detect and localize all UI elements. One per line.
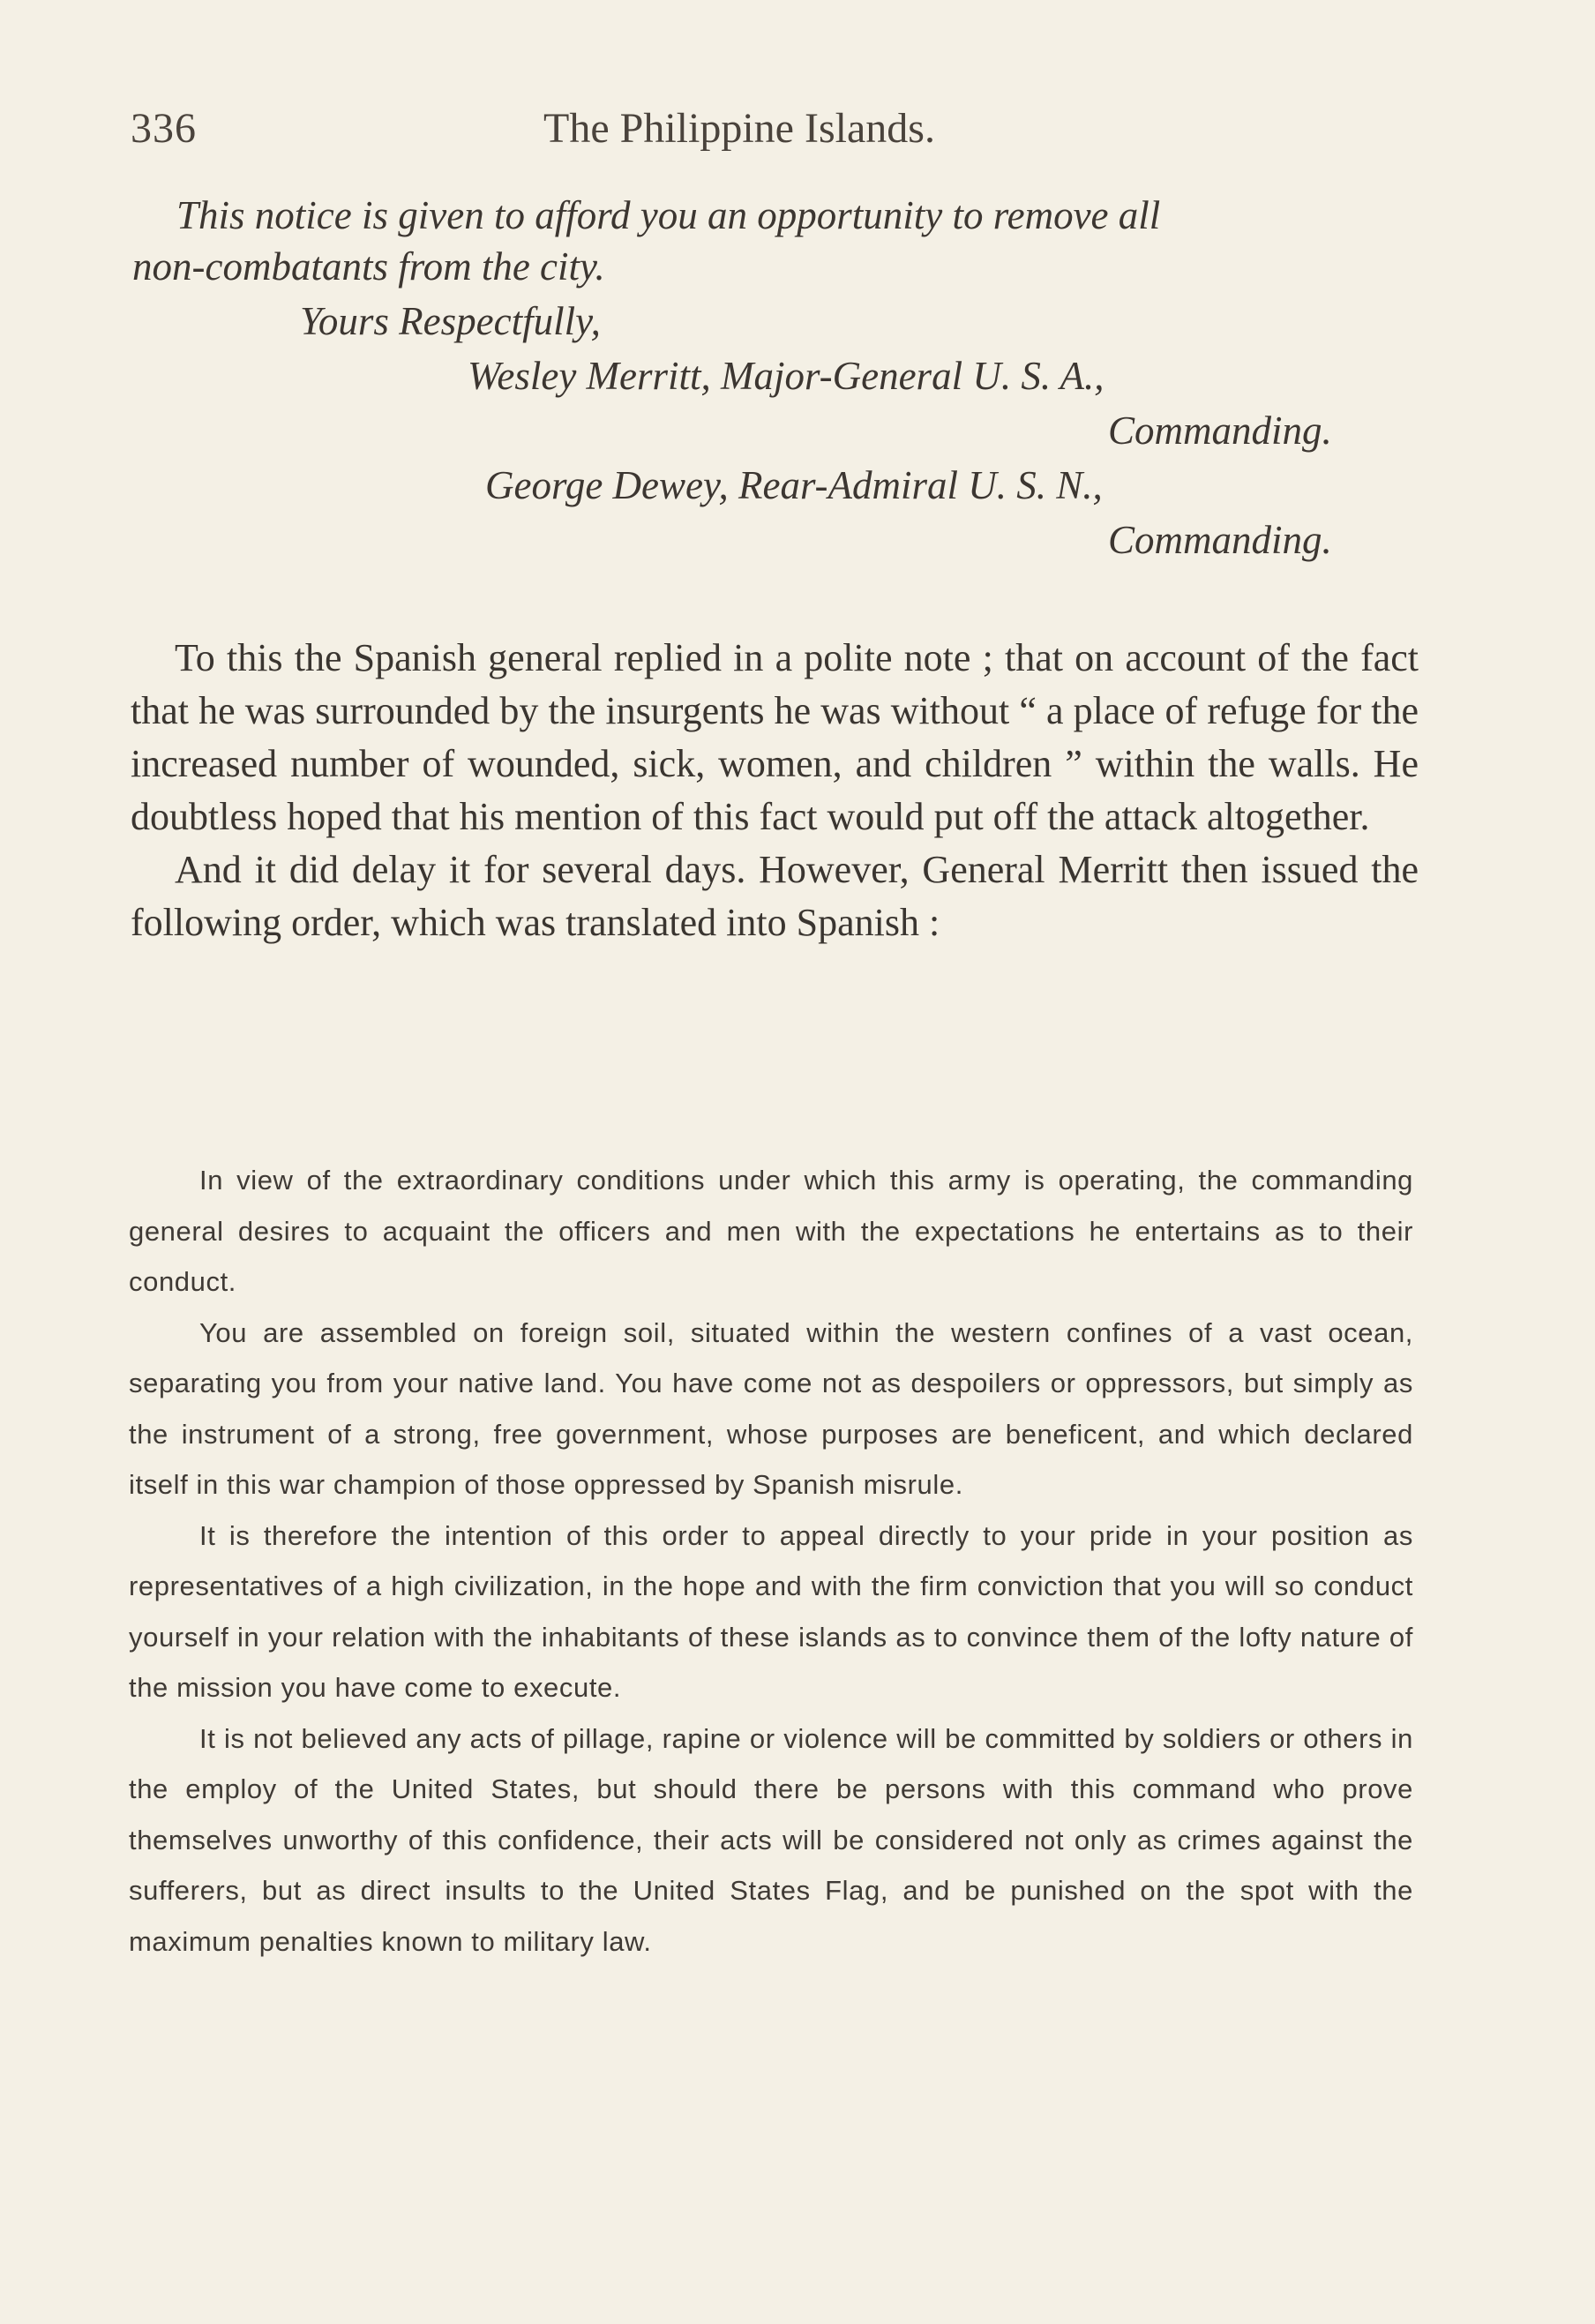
- signer-merritt-role: Commanding.: [1108, 409, 1332, 453]
- notice-closing: Yours Respectfully,: [300, 299, 601, 343]
- merritt-order: [129, 1155, 1413, 1967]
- signer-dewey: George Dewey, Rear-Admiral U. S. N.,: [485, 463, 1103, 507]
- signer-merritt: Wesley Merritt, Major-General U. S. A.,: [468, 354, 1105, 398]
- order-paragraph-3: It is therefore the intention of this order to appeal directly to your pride in your position as representatives of a high civilization, in the hope and with the firm conviction that you will so conduct yourself in your relation with the inhabitants of these islands as to convince them of the lofty nature of the mission you have come to execute.: [129, 1519, 1413, 1703]
- order-paragraph-4: It is not believed any acts of pillage, rapine or violence will be committed by soldiers or others in the employ of the United States, but should there be persons with this command who prove themselves unworthy of this confidence, their acts will be considered not only as crimes against the sufferers, but as direct insults to the United States Flag, and be punished on the spot with the maximum penalties known to military law.: [129, 1722, 1413, 1957]
- signer-dewey-role: Commanding.: [1108, 518, 1332, 562]
- page-header: [131, 104, 1419, 157]
- body-paragraph-2: And it did delay it for several days. However, General Merritt then issued the following order, which was translated into Spanish :: [131, 848, 1419, 944]
- running-title: The Philippine Islands.: [543, 105, 935, 152]
- body-paragraph-1: To this the Spanish general replied in a polite note ; that on account of the fact that he was surrounded by the insurgents he was without “ a place of refuge for the increased number of wounded, sick, women, and children ” within the walls. He doubtless hoped that his mention of this fact would put off the attack altogether.: [131, 636, 1419, 838]
- order-paragraph-2: You are assembled on foreign soil, situated within the western confines of a vast ocean, separating you from your native land. You have come not as despoilers or oppressors, but simply as the instrument of a strong, free government, whose purposes are beneficent, and which declared itself in this war champion of those oppressed by Spanish misrule.: [129, 1316, 1413, 1500]
- notice-line-1: This notice is given to afford you an opportunity to remove all: [176, 193, 1161, 237]
- page-number: 336: [131, 105, 197, 152]
- notice-line-2: non-combatants from the city.: [132, 244, 605, 289]
- order-paragraph-1: In view of the extraordinary conditions under which this army is operating, the commanding general desires to acquaint the officers and men with the expectations he entertains as to their conduct.: [129, 1165, 1413, 1297]
- body-text: [131, 632, 1419, 949]
